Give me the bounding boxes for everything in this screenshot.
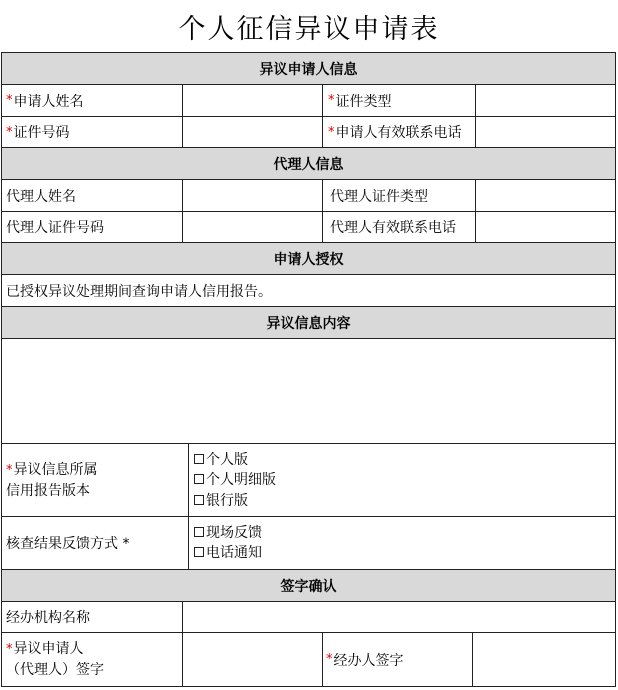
grid-line — [322, 632, 323, 686]
signer-label — [6, 633, 104, 686]
agent-phone-field[interactable] — [476, 212, 615, 242]
checkbox-icon[interactable] — [194, 527, 204, 537]
applicant-name-label — [6, 85, 84, 116]
required-mark: * — [326, 652, 333, 667]
section-header-applicant: 异议申请人信息 — [2, 53, 615, 84]
agent-name-label: 代理人姓名 — [6, 188, 76, 205]
signer-label-text2: （代理人）签字 — [6, 662, 104, 678]
form-title: 个人征信异议申请表 — [178, 13, 440, 45]
section-header-dispute-content: 异议信息内容 — [2, 307, 615, 338]
signer-label-text1: 异议申请人 — [13, 641, 84, 657]
agent-id-type-label: 代理人证件类型 — [330, 188, 428, 205]
agent-id-type-field[interactable] — [476, 180, 615, 211]
required-mark: * — [328, 124, 335, 140]
option-onsite-feedback[interactable] — [194, 522, 262, 542]
agent-id-number-field[interactable] — [183, 212, 322, 242]
report-version-label-text2: 信用报告版本 — [6, 482, 90, 499]
required-mark: * — [6, 642, 13, 657]
handler-signature-field[interactable] — [473, 633, 615, 686]
required-mark: * — [6, 124, 13, 140]
applicant-phone-field[interactable] — [476, 117, 615, 147]
required-mark: * — [328, 93, 335, 108]
agency-name-field[interactable] — [183, 602, 615, 632]
checkbox-icon[interactable] — [194, 454, 204, 464]
checkbox-icon[interactable] — [194, 495, 204, 505]
grid-line — [1, 686, 616, 687]
id-number-label-text: 证件号码 — [13, 125, 70, 141]
option-label: 个人版 — [206, 452, 248, 468]
option-bank-version[interactable] — [194, 490, 248, 510]
option-label: 电话通知 — [206, 545, 262, 561]
option-personal-detail-version[interactable] — [194, 469, 276, 489]
grid-line — [322, 179, 323, 242]
id-type-field[interactable] — [476, 85, 615, 116]
section-header-authorization: 申请人授权 — [2, 243, 615, 274]
applicant-name-label-text: 申请人姓名 — [13, 93, 84, 110]
section-header-agent: 代理人信息 — [2, 148, 615, 179]
grid-line — [188, 443, 189, 569]
option-label: 个人明细版 — [206, 472, 276, 488]
checkbox-icon[interactable] — [194, 474, 204, 484]
applicant-name-field[interactable] — [183, 85, 322, 116]
agent-name-field[interactable] — [183, 180, 322, 211]
agent-id-number-label: 代理人证件号码 — [6, 220, 104, 236]
feedback-method-label: 核查结果反馈方式 * — [6, 536, 130, 552]
signer-label-line1 — [6, 639, 84, 660]
grid-line — [615, 52, 616, 687]
agent-phone-label: 代理人有效联系电话 — [330, 220, 456, 236]
report-version-label-line1 — [6, 460, 98, 481]
signer-signature-field[interactable] — [183, 633, 322, 686]
id-number-label — [6, 117, 70, 147]
required-mark: * — [6, 93, 13, 108]
applicant-phone-label — [328, 117, 462, 147]
id-type-label — [328, 85, 392, 116]
handler-sign-label — [326, 633, 404, 686]
option-phone-notice[interactable] — [194, 542, 262, 562]
checkbox-icon[interactable] — [194, 547, 204, 557]
report-version-label-text1: 异议信息所属 — [13, 461, 98, 478]
grid-line — [322, 84, 323, 147]
handler-sign-label-text: 经办人签字 — [333, 652, 404, 669]
authorization-text: 已授权异议处理期间查询申请人信用报告。 — [6, 283, 272, 300]
agency-name-label: 经办机构名称 — [6, 610, 90, 626]
report-version-label — [6, 444, 98, 516]
dispute-content-field[interactable] — [2, 339, 615, 443]
id-type-label-text: 证件类型 — [335, 93, 392, 110]
id-number-field[interactable] — [183, 117, 322, 147]
option-personal-version[interactable] — [194, 449, 248, 469]
option-label: 银行版 — [206, 493, 248, 509]
option-label: 现场反馈 — [206, 525, 262, 541]
applicant-phone-label-text: 申请人有效联系电话 — [335, 125, 462, 141]
section-header-signature: 签字确认 — [2, 570, 615, 601]
required-mark: * — [6, 462, 13, 478]
